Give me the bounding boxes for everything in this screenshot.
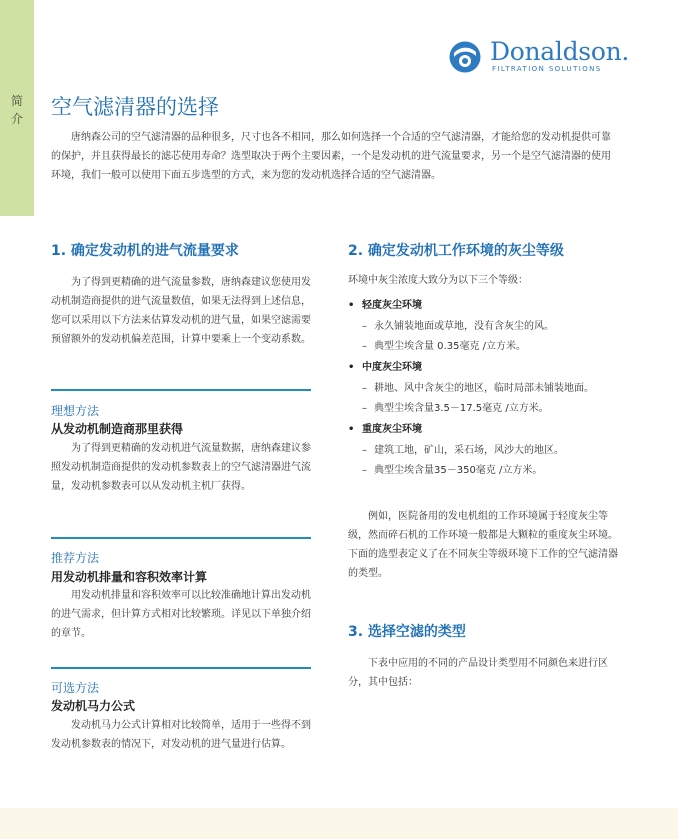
dust-level-name: 轻度灰尘环境	[362, 300, 422, 311]
dust-item	[348, 337, 618, 357]
dash: –	[362, 321, 367, 332]
dash: –	[362, 383, 367, 394]
intro-paragraph: 唐纳森公司的空气滤清器的品种很多，尺寸也各不相同，那么如何选择一个合适的空气滤清器，才能给您的发动机提供可靠的保护，并且获得最长的滤芯使用寿命？选型取决于两个主要因素，一个是发动机的进气流量要求，另一个是空气滤清器的使用环境，我们一般可以使用下面五步选型的方式，来为您的发动机选择合适的空气滤清器。	[51, 132, 611, 181]
dust-item-text: 建筑工地，矿山，采石场，风沙大的地区。	[374, 445, 564, 456]
dust-item-text: 耕地、风中含灰尘的地区，临时局部未铺装地面。	[374, 383, 594, 394]
method3-label: 可选方法	[51, 681, 100, 695]
dust-item-text: 典型尘埃含量 0.35毫克 /立方米。	[374, 341, 526, 352]
donaldson-logo-icon	[448, 40, 482, 74]
dust-level-heavy	[348, 419, 618, 441]
method1-body: 为了得到更精确的发动机进气流量数据，唐纳森建议参照发动机制造商提供的发动机参数表上的空气滤清器进气流量，发动机参数表可以从发动机主机厂获得。	[51, 443, 311, 492]
method1-divider	[51, 389, 311, 391]
dash: –	[362, 403, 367, 414]
dust-level-list	[348, 295, 618, 481]
side-tab-label: 简介	[10, 94, 23, 126]
section1-heading: 1. 确定发动机的进气流量要求	[51, 243, 239, 259]
dust-item	[348, 399, 618, 419]
brand-tagline: FILTRATION SOLUTIONS	[492, 65, 602, 73]
dust-item	[348, 379, 618, 399]
section3-heading: 3. 选择空滤的类型	[348, 624, 466, 640]
section2-heading: 2. 确定发动机工作环境的灰尘等级	[348, 243, 564, 259]
method2-label: 推荐方法	[51, 551, 100, 565]
dust-item	[348, 317, 618, 337]
side-tab	[0, 0, 34, 216]
page-footer-strip	[0, 808, 678, 839]
dust-item-text: 典型尘埃含量3.5－17.5毫克 /立方米。	[374, 403, 549, 414]
dust-level-name: 重度灰尘环境	[362, 424, 422, 435]
dash: –	[362, 341, 367, 352]
dust-level-name: 中度灰尘环境	[362, 362, 422, 373]
dash: –	[362, 465, 367, 476]
brand-logo	[448, 37, 630, 80]
bullet: •	[348, 300, 355, 311]
method3-title: 发动机马力公式	[51, 699, 136, 713]
section3-body: 下表中应用的不同的产品设计类型用不同颜色来进行区分，其中包括：	[348, 658, 608, 688]
dust-level-medium	[348, 357, 618, 379]
brand-name: Donaldson.	[490, 37, 630, 66]
method2-title: 用发动机排量和容积效率计算	[51, 570, 208, 584]
method1-label: 理想方法	[51, 404, 100, 418]
dust-item	[348, 461, 618, 481]
dust-item	[348, 441, 618, 461]
method2-body: 用发动机排量和容积效率可以比较准确地计算出发动机的进气需求，但计算方式相对比较繁琐。详见以下单独介绍的章节。	[51, 590, 311, 639]
method2-divider	[51, 537, 311, 539]
dash: –	[362, 445, 367, 456]
bullet: •	[348, 424, 355, 435]
dust-item-text: 典型尘埃含量35－350毫克 /立方米。	[374, 465, 543, 476]
section2-example: 例如，医院备用的发电机组的工作环境属于轻度灰尘等级，然而碎石机的工作环境一般都是大颗粒的重度灰尘环境。下面的选型表定义了在不同灰尘等级环境下工作的空气滤清器的类型。	[348, 511, 618, 579]
dust-item-text: 永久铺装地面或草地，没有含灰尘的风。	[374, 321, 554, 332]
dust-level-light	[348, 295, 618, 317]
method3-divider	[51, 667, 311, 669]
page-title: 空气滤清器的选择	[51, 95, 219, 119]
method3-body: 发动机马力公式计算相对比较简单，适用于一些得不到发动机参数表的情况下，对发动机的进气量进行估算。	[51, 720, 311, 750]
section2-intro: 环境中灰尘浓度大致分为以下三个等级：	[348, 275, 528, 286]
method1-title: 从发动机制造商那里获得	[51, 422, 184, 436]
bullet: •	[348, 362, 355, 373]
section1-body: 为了得到更精确的进气流量参数，唐纳森建议您使用发动机制造商提供的进气流量数值，如果无法得到上述信息，您可以采用以下方法来估算发动机的进气量，如果空滤需要预留额外的发动机偏差范围，计算中要乘上一个变动系数。	[51, 277, 311, 345]
